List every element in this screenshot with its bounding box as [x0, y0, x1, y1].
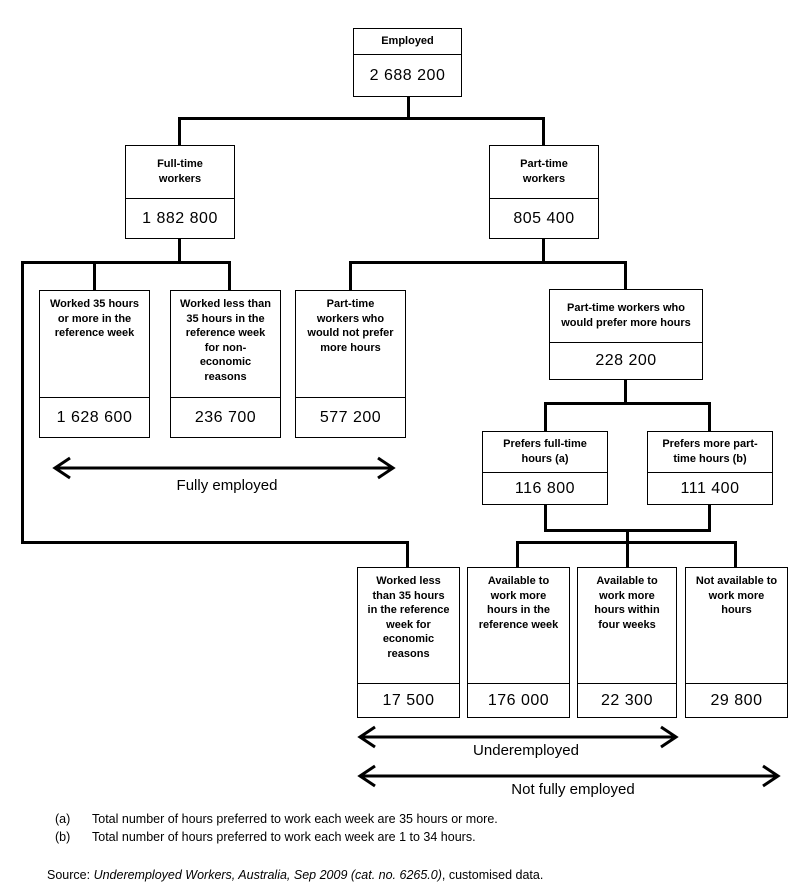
connector-fulltime-down — [178, 239, 181, 263]
connector-parttime-drop — [542, 117, 545, 145]
node-prefers-more-part-time — [647, 431, 773, 505]
footnote-a-text: Total number of hours preferred to work each week are 35 hours or more. — [92, 812, 498, 826]
node-available-four-weeks — [577, 567, 677, 718]
connector-elbow-bottom-horizontal — [21, 541, 409, 544]
connector-avail-fourweeks-drop — [626, 541, 629, 567]
node-part-time-value: 805 400 — [513, 209, 575, 227]
connector-prefers-ft-down — [544, 505, 547, 532]
node-worked-less-economic-value: 17 500 — [382, 691, 435, 709]
footnote-a — [55, 812, 498, 826]
node-worked-less-non-economic-value: 236 700 — [194, 408, 257, 426]
node-prefers-full-time — [482, 431, 608, 505]
node-available-reference-week — [467, 567, 570, 718]
connector-prefers-pt-down — [708, 505, 711, 532]
node-worked-less-non-economic — [170, 290, 281, 438]
node-prefers-more-part-time-value: 111 400 — [680, 479, 740, 497]
connector-level2-horizontal — [178, 117, 545, 120]
source-line — [47, 868, 543, 882]
node-worked-less-non-economic-label: Worked less than 35 hours in the reference week for non-economic reasons — [171, 291, 280, 398]
node-not-available — [685, 567, 788, 718]
node-part-time-label: Part-time workers — [490, 146, 598, 199]
connector-workedless-noneco-drop — [228, 261, 231, 290]
source-suffix: , customised data. — [441, 868, 544, 882]
node-pt-prefer-label: Part-time workers who would prefer more hours — [550, 290, 702, 343]
node-available-reference-week-value: 176 000 — [487, 691, 550, 709]
connector-fulltime-drop — [178, 117, 181, 145]
node-pt-not-prefer-more — [295, 290, 406, 438]
footnote-b-marker: (b) — [55, 830, 71, 844]
connector-prefers-pt-drop — [708, 402, 711, 431]
node-pt-not-prefer-value: 577 200 — [319, 408, 382, 426]
node-full-time-label: Full-time workers — [126, 146, 234, 199]
node-employed — [353, 28, 462, 97]
source-title: Underemployed Workers, Australia, Sep 2009 (cat. no. 6265.0) — [93, 868, 442, 882]
node-prefers-full-time-value: 116 800 — [514, 479, 576, 497]
node-employed-label: Employed — [354, 29, 461, 55]
node-prefers-full-time-label: Prefers full-time hours (a) — [483, 432, 607, 473]
connector-prefers-horizontal — [544, 402, 711, 405]
node-prefers-more-part-time-label: Prefers more part-time hours (b) — [648, 432, 772, 473]
node-not-available-value: 29 800 — [710, 691, 763, 709]
node-worked-35-plus-label: Worked 35 hours or more in the reference week — [40, 291, 149, 398]
node-pt-not-prefer-label: Part-time workers who would not prefer more hours — [296, 291, 405, 398]
node-available-reference-week-label: Available to work more hours in the reference week — [468, 568, 569, 684]
connector-avail-refweek-drop — [516, 541, 519, 567]
node-worked-35-plus-value: 1 628 600 — [56, 408, 133, 426]
connector-prefer-drop — [624, 261, 627, 290]
connector-notavail-drop — [734, 541, 737, 567]
footnote-a-marker: (a) — [55, 812, 71, 826]
connector-notprefer-drop — [349, 261, 352, 290]
node-worked-35-plus — [39, 290, 150, 438]
connector-workedless-econ-drop — [406, 541, 409, 567]
fully-employed-label: Fully employed — [176, 477, 278, 494]
node-available-four-weeks-value: 22 300 — [601, 691, 653, 709]
connector-elbow-left-vertical — [21, 261, 24, 544]
connector-fulltime-children-horizontal — [21, 261, 231, 264]
not-fully-employed-label: Not fully employed — [511, 781, 635, 798]
node-pt-prefer-more — [549, 289, 703, 380]
footnote-b — [55, 830, 476, 844]
node-available-four-weeks-label: Available to work more hours within four weeks — [578, 568, 676, 684]
node-worked-less-economic — [357, 567, 460, 718]
footnote-b-text: Total number of hours preferred to work each week are 1 to 34 hours. — [92, 830, 476, 844]
connector-prefers-ft-drop — [544, 402, 547, 431]
node-pt-prefer-value: 228 200 — [595, 352, 657, 369]
node-full-time-value: 1 882 800 — [142, 209, 218, 227]
node-full-time-workers — [125, 145, 235, 239]
connector-parttime-down — [542, 239, 545, 263]
source-prefix: Source: — [47, 868, 94, 882]
node-worked-less-economic-label: Worked less than 35 hours in the reference week for economic reasons — [358, 568, 459, 684]
node-not-available-label: Not available to work more hours — [686, 568, 787, 684]
underemployed-label: Underemployed — [473, 742, 579, 759]
node-employed-value: 2 688 200 — [369, 66, 446, 84]
node-part-time-workers — [489, 145, 599, 239]
connector-worked35plus-drop — [93, 261, 96, 290]
connector-parttime-children-horizontal — [349, 261, 627, 264]
